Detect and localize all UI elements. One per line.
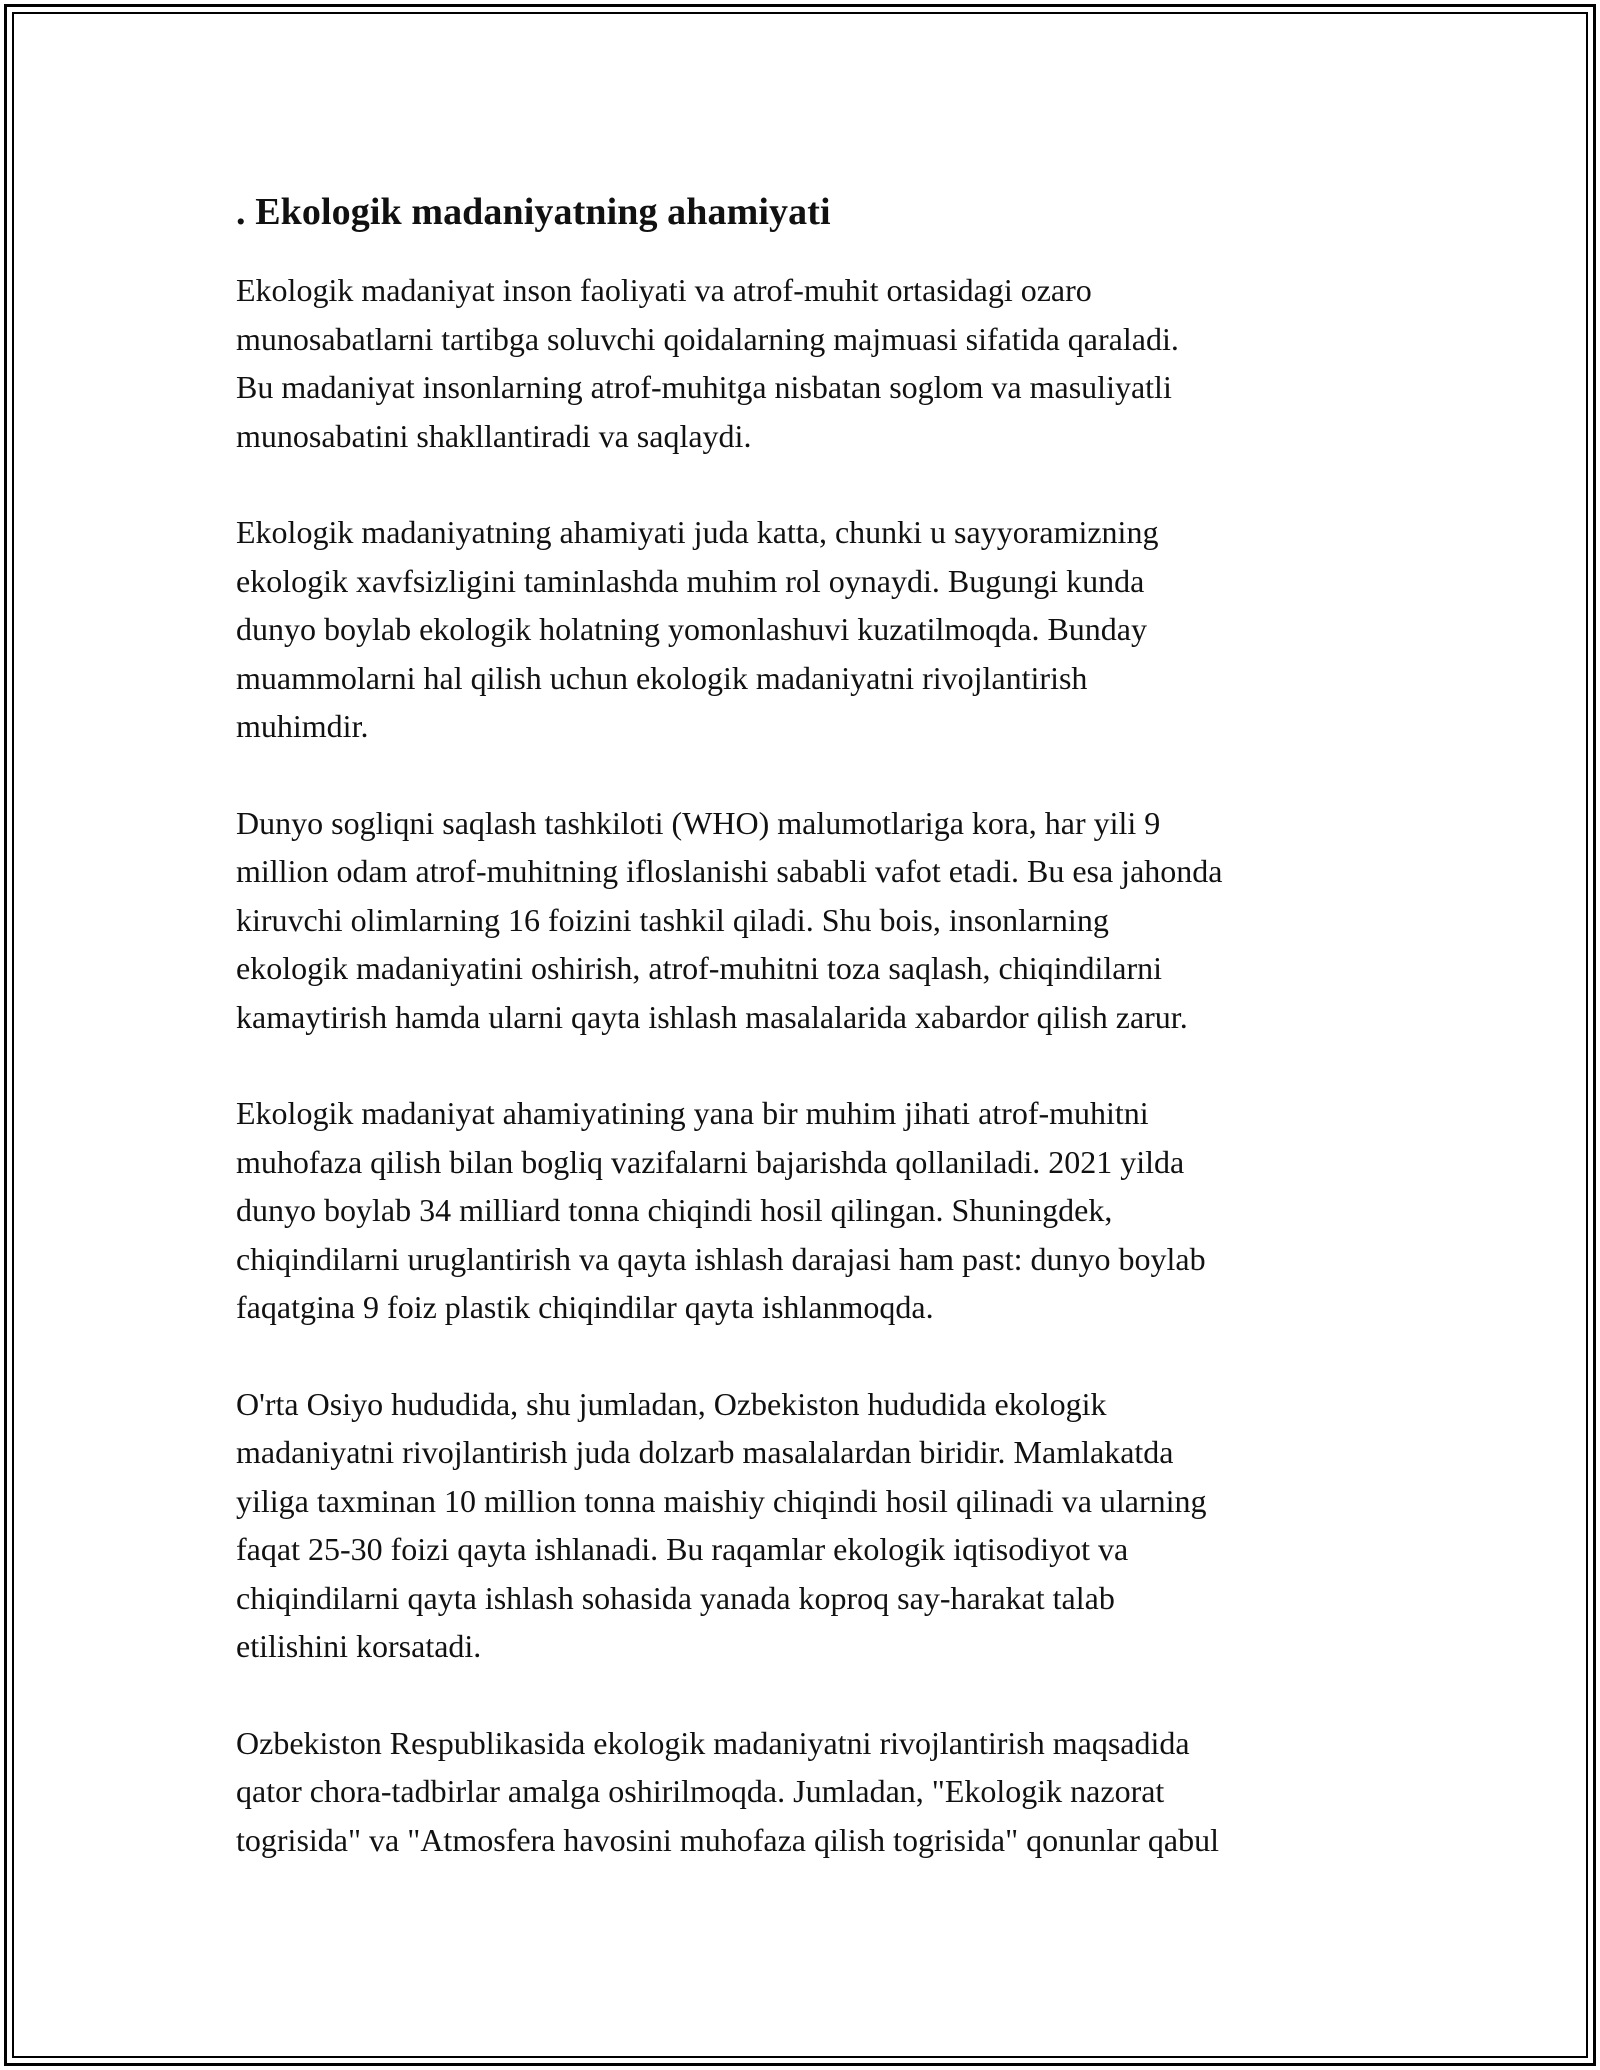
paragraph-line: muhofaza qilish bilan bogliq vazifalarni bajarishda qollaniladi. 2021 yilda [236,1143,1185,1180]
paragraph-line: Ekologik madaniyat ahamiyatining yana bir muhim jihati atrof-muhitni [236,1095,1149,1131]
paragraph-line: chiqindilarni uruglantirish va qayta ishlash darajasi ham past: dunyo boylab [236,1240,1206,1277]
paragraph-line: kamaytirish hamda ularni qayta ishlash masalalarida xabardor qilish zarur. [236,998,1188,1035]
paragraph-line: yiliga taxminan 10 million tonna maishiy chiqindi hosil qilinadi va ularning [236,1482,1207,1519]
paragraph [236,1089,1376,1332]
paragraph-line: ekologik madaniyatini oshirish, atrof-muhitni toza saqlash, chiqindilarni [236,950,1163,986]
paragraph-line: ekologik xavfsizligini taminlashda muhim rol oynaydi. Bugungi kunda [236,562,1145,599]
paragraph-line: faqatgina 9 foiz plastik chiqindilar qayta ishlanmoqda. [236,1289,934,1325]
page-title: . Ekologik madaniyatning ahamiyati [236,191,831,233]
paragraph [236,508,1376,751]
paragraph-line: faqat 25-30 foizi qayta ishlanadi. Bu raqamlar ekologik iqtisodiyot va [236,1531,1129,1567]
paragraph-line: Ekologik madaniyatning ahamiyati juda katta, chunki u sayyoramizning [236,514,1159,550]
paragraph-line: muhimdir. [236,708,369,744]
paragraph-line: munosabatini shakllantiradi va saqlaydi. [236,417,752,454]
paragraph-line: qator chora-tadbirlar amalga oshirilmoqda. Jumladan, "Ekologik nazorat [236,1773,1165,1809]
paragraph [236,1380,1376,1671]
paragraph-line: muammolarni hal qilish uchun ekologik madaniyatni rivojlantirish [236,659,1088,696]
paragraph-line: dunyo boylab 34 milliard tonna chiqindi hosil qilingan. Shuningdek, [236,1192,1113,1228]
paragraph-line: togrisida" va "Atmosfera havosini muhofaza qilish togrisida" qonunlar qabul [236,1821,1219,1858]
paragraph-line: Dunyo sogliqni saqlash tashkiloti (WHO) malumotlariga kora, har yili 9 [236,804,1161,841]
paragraph-line: million odam atrof-muhitning ifloslanishi sababli vafot etadi. Bu esa jahonda [236,853,1223,889]
paragraph-line: Ekologik madaniyat inson faoliyati va atrof-muhit ortasidagi ozaro [236,272,1092,308]
paragraph-line: chiqindilarni qayta ishlash sohasida yanada koproq say-harakat talab [236,1579,1115,1616]
document-body [236,186,1376,1912]
paragraph-line: munosabatlarni tartibga soluvchi qoidalarning majmuasi sifatida qaraladi. [236,320,1179,357]
paragraph-line: Bu madaniyat insonlarning atrof-muhitga nisbatan soglom va masuliyatli [236,369,1172,405]
paragraph-line: dunyo boylab ekologik holatning yomonlashuvi kuzatilmoqda. Bunday [236,611,1147,647]
paragraph-line: etilishini korsatadi. [236,1628,482,1664]
paragraph-line: madaniyatni rivojlantirish juda dolzarb masalalardan biridir. Mamlakatda [236,1434,1174,1470]
paragraph-line: Ozbekiston Respublikasida ekologik madaniyatni rivojlantirish maqsadida [236,1724,1190,1761]
paragraph-list [236,266,1376,1864]
paragraph-line: O'rta Osiyo hududida, shu jumladan, Ozbekiston hududida ekologik [236,1385,1107,1422]
paragraph [236,1719,1376,1865]
paragraph [236,266,1376,460]
paragraph-line: kiruvchi olimlarning 16 foizini tashkil qiladi. Shu bois, insonlarning [236,901,1109,938]
paragraph [236,799,1376,1042]
